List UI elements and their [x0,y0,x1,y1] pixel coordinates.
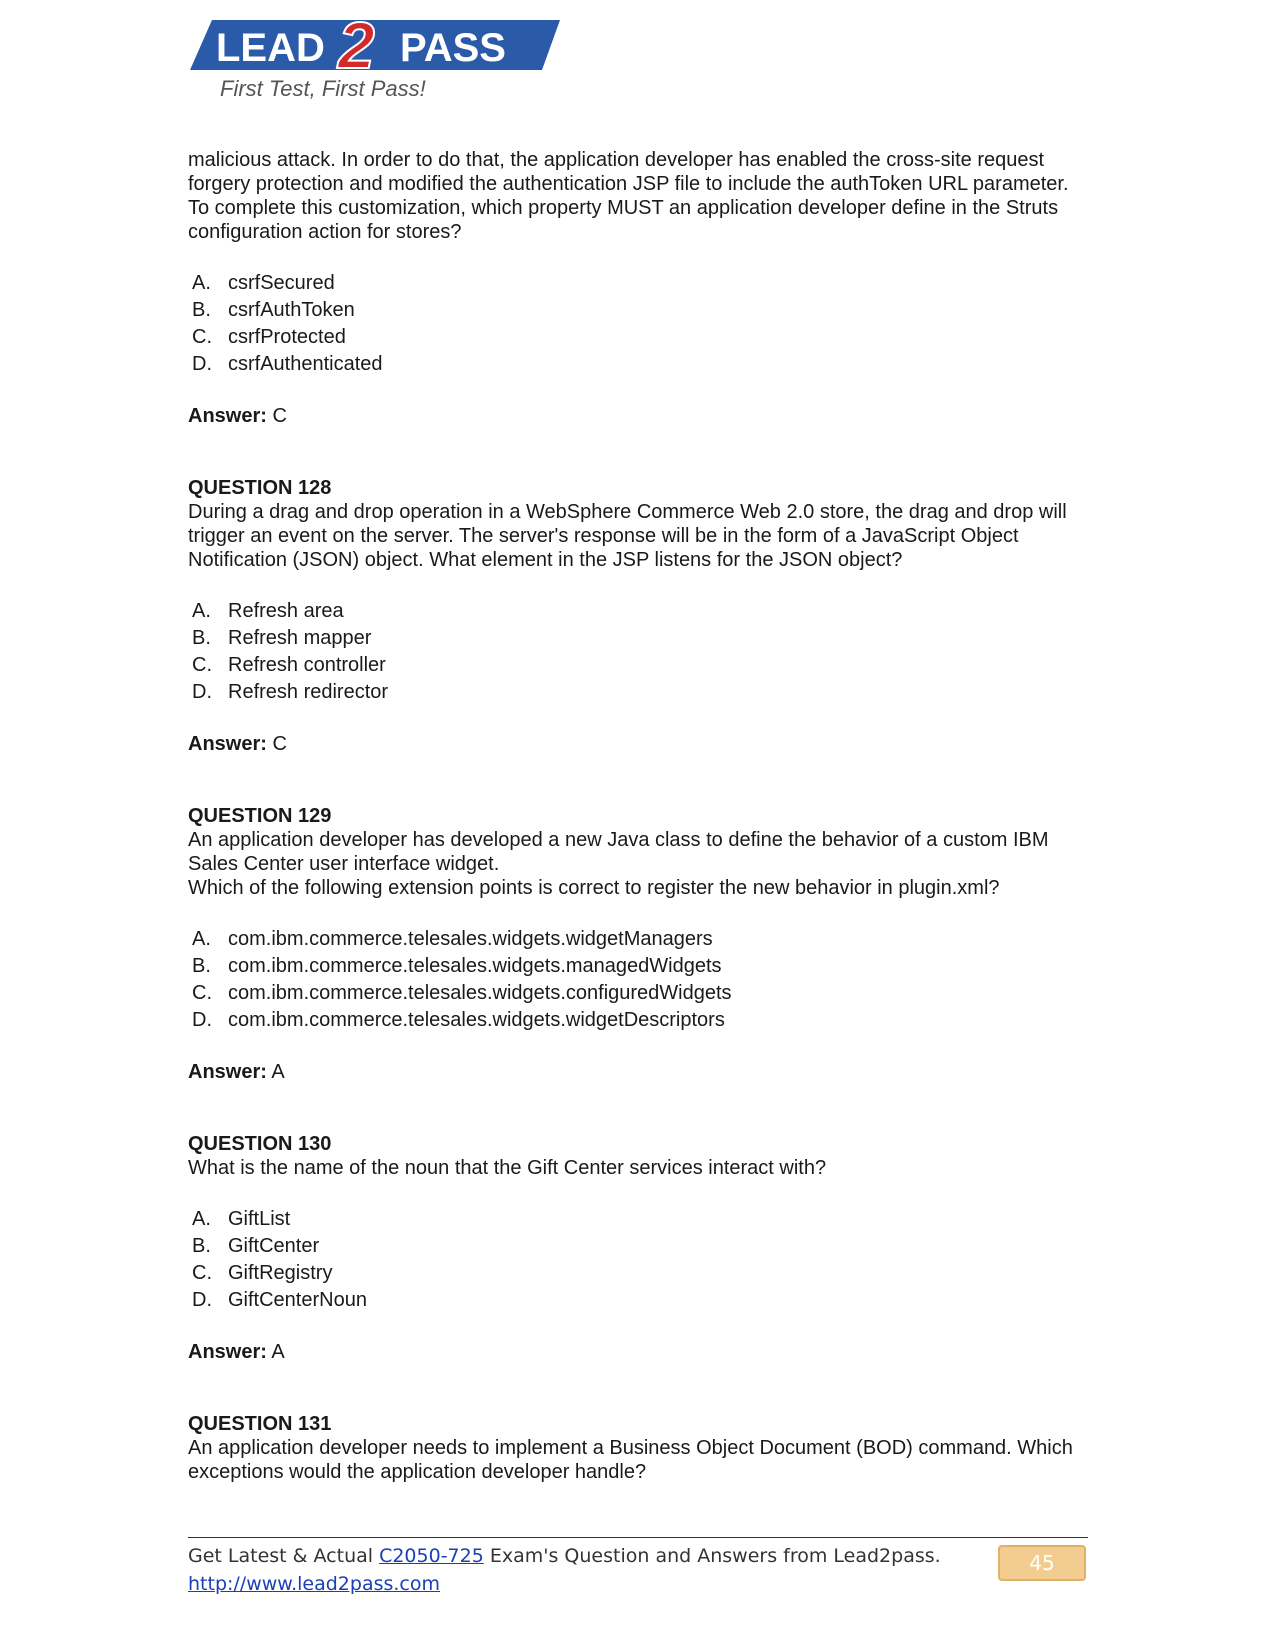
option-letter: A. [192,600,211,622]
document-body [188,148,1093,1484]
option-text: Refresh mapper [228,627,372,649]
option-item [192,1233,1093,1260]
option-letter: B. [192,955,211,977]
footer-divider [188,1537,1088,1538]
option-item [192,980,1093,1007]
option-letter: A. [192,272,211,294]
option-text: csrfProtected [228,326,346,348]
question-continuation [188,148,1093,428]
question-130 [188,1132,1093,1364]
option-letter: A. [192,928,211,950]
question-129 [188,804,1093,1084]
option-letter: D. [192,1289,212,1311]
option-item [192,1287,1093,1314]
option-letter: B. [192,627,211,649]
option-text: GiftList [228,1208,291,1230]
option-item [192,926,1093,953]
option-letter: D. [192,1009,212,1031]
option-text: csrfAuthToken [228,299,355,321]
option-item [192,297,1093,324]
answer-line [188,1060,1093,1084]
option-list [188,598,1093,706]
option-text: Refresh controller [228,654,386,676]
question-128 [188,476,1093,756]
option-item [192,1260,1093,1287]
option-letter: D. [192,353,212,375]
option-item [192,598,1093,625]
option-letter: C. [192,326,212,348]
answer-label: Answer: [188,1061,267,1083]
option-letter: D. [192,681,212,703]
option-letter: C. [192,654,212,676]
answer-value: C [272,405,287,427]
answer-label: Answer: [188,405,267,427]
option-letter: B. [192,1235,211,1257]
answer-value: A [271,1061,285,1083]
option-item [192,324,1093,351]
option-letter: C. [192,982,212,1004]
option-text: com.ibm.commerce.telesales.widgets.widgetManagers [228,928,713,950]
option-text: csrfAuthenticated [228,353,383,375]
question-text: During a drag and drop operation in a WebSphere Commerce Web 2.0 store, the drag and drop will trigger an event on the server. The server's response will be in the form of a JavaScript Object Notification (JSON) object. What element in the JSP listens for the JSON object? [188,501,1067,571]
option-letter: A. [192,1208,211,1230]
footer-line [188,1542,941,1570]
option-item [192,1007,1093,1034]
option-text: com.ibm.commerce.telesales.widgets.managedWidgets [228,955,722,977]
footer-suffix: Exam's Question and Answers from Lead2pass. [483,1545,941,1567]
exam-link[interactable]: C2050-725 [379,1545,484,1567]
footer [188,1542,941,1598]
question-text: What is the name of the noun that the Gift Center services interact with? [188,1157,827,1179]
option-text: com.ibm.commerce.telesales.widgets.configuredWidgets [228,982,732,1004]
lead2pass-logo [190,6,580,106]
option-item [192,953,1093,980]
option-item [192,679,1093,706]
option-text: com.ibm.commerce.telesales.widgets.widgetDescriptors [228,1009,725,1031]
logo-banner [190,6,580,81]
option-text: GiftCenterNoun [228,1289,367,1311]
option-text: GiftCenter [228,1235,320,1257]
question-text: An application developer needs to implement a Business Object Document (BOD) command. Which exceptions would the application developer handle? [188,1437,1073,1483]
answer-label: Answer: [188,733,267,755]
option-text: GiftRegistry [228,1262,333,1284]
question-text: An application developer has developed a new Java class to define the behavior of a custom IBM Sales Center user interface widget. [188,829,1049,875]
site-url-link[interactable]: http://www.lead2pass.com [188,1573,441,1595]
question-title: QUESTION 128 [188,477,332,499]
question-text-2: Which of the following extension points is correct to register the new behavior in plugin.xml? [188,877,1000,899]
option-list [188,1206,1093,1314]
option-letter: B. [192,299,211,321]
answer-label: Answer: [188,1341,267,1363]
footer-prefix: Get Latest & Actual [188,1545,380,1567]
logo-right-text: PASS [400,26,506,70]
option-text: Refresh redirector [228,681,389,703]
logo-left-text: LEAD [216,26,325,70]
option-item [192,1206,1093,1233]
question-text: malicious attack. In order to do that, the application developer has enabled the cross-site request forgery protection and modified the authentication JSP file to include the authToken URL parameter. To complete this customization, which property MUST an application developer define in the Struts configuration action for stores? [188,149,1069,243]
option-item [192,351,1093,378]
option-letter: C. [192,1262,212,1284]
page-number-badge: 45 [998,1545,1086,1581]
answer-line [188,732,1093,756]
logo-tagline: First Test, First Pass! [220,76,426,101]
answer-value: C [272,733,287,755]
answer-value: A [271,1341,285,1363]
option-text: csrfSecured [228,272,335,294]
question-title: QUESTION 131 [188,1413,332,1435]
option-item [192,652,1093,679]
answer-line [188,404,1093,428]
answer-line [188,1340,1093,1364]
question-title: QUESTION 130 [188,1133,332,1155]
logo-number: 2 [338,8,375,81]
option-item [192,625,1093,652]
option-list [188,270,1093,378]
option-item [192,270,1093,297]
question-131 [188,1412,1093,1484]
option-text: Refresh area [228,600,344,622]
question-title: QUESTION 129 [188,805,332,827]
option-list [188,926,1093,1034]
